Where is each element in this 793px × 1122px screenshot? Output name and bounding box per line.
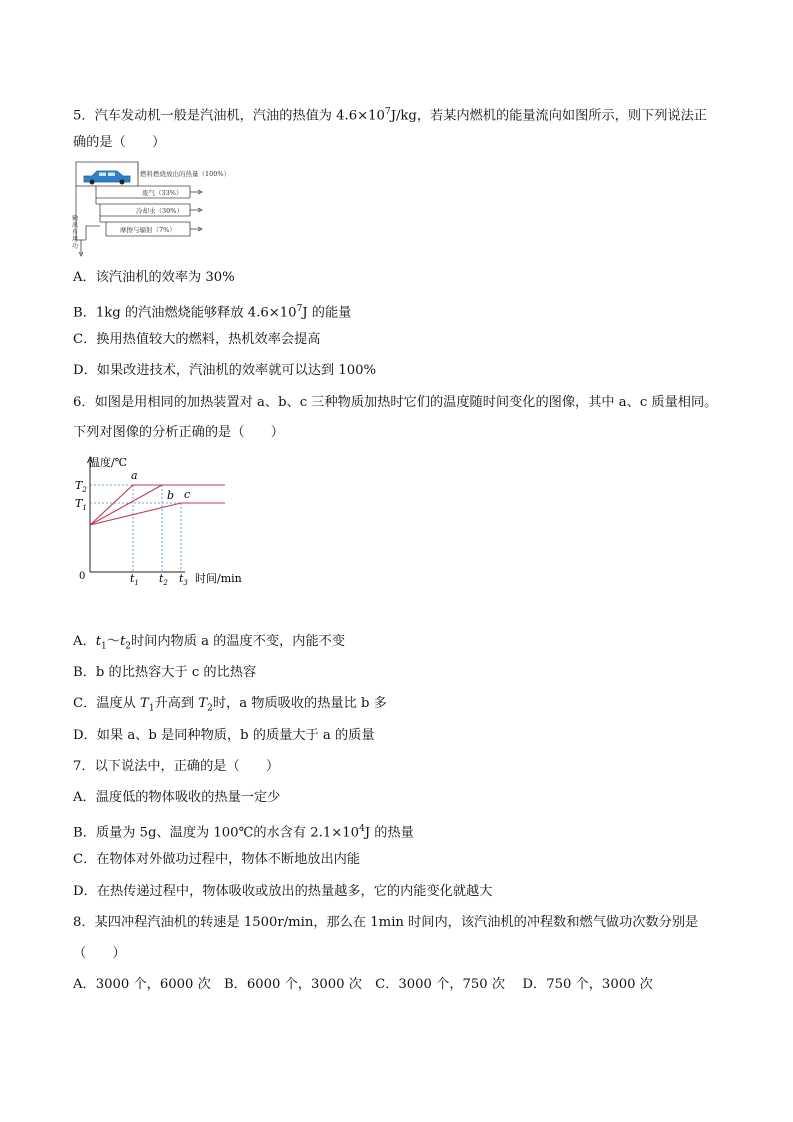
q5-stem-line2: 确的是（ ） [73, 135, 166, 150]
q5-stem-line1: 5．汽车发动机一般是汽油机，汽油的热值为 $4.6\times 10^7J/kg$，若某内燃机的能量流向如图所示，则下列说法正 [73, 107, 707, 124]
q7-option-d: D．在热传递过程中，物体吸收或放出的热量越多，它的内能变化就越大 [73, 884, 493, 899]
graph-curves [90, 485, 225, 525]
svg-text:有: 有 [72, 229, 79, 236]
q6-option-d: D．如果 a、b 是同种物质，b 的质量大于 a 的质量 [73, 728, 375, 743]
tick-t3: $t_3$ [179, 572, 188, 587]
q5-friction-label: 摩擦与辐射（7%） [120, 226, 176, 234]
tick-T2: $T_2$ [75, 479, 87, 494]
label-b: b [167, 489, 175, 502]
q5-useful-work-label [72, 214, 78, 250]
q6-stem-line2: 下列对图像的分析正确的是（ ） [73, 425, 284, 440]
q5-option-d: D．如果改进技术，汽油机的效率就可以达到 100% [73, 363, 377, 378]
q6-temperature-time-graph [75, 452, 250, 588]
q6-option-b: B．b 的比热容大于 c 的比热容 [73, 665, 257, 680]
svg-text:出: 出 [72, 222, 79, 229]
graph-xlabel: 时间/min [195, 572, 242, 585]
tick-T1: $T_1$ [75, 497, 87, 512]
tick-t1: $t_1$ [130, 572, 139, 587]
q6-option-a: A．$t_1\sim t_2$时间内物质 a 的温度不变，内能不变 [73, 634, 346, 652]
q5-energy-flow-figure [72, 160, 252, 260]
graph-ylabel: 温度/℃ [89, 456, 128, 469]
svg-text:功: 功 [72, 243, 79, 250]
q7-option-c: C．在物体对外做功过程中，物体不断地放出内能 [73, 852, 361, 867]
q8-stem-line2: （ ） [73, 946, 126, 961]
car-icon [84, 171, 130, 185]
label-a: a [131, 469, 138, 482]
q5-option-a: A．该汽油机的效率为 30% [73, 270, 235, 285]
q8-stem-line1: 8．某四冲程汽油机的转速是 1500r/min，那么在 1min 时间内，该汽油机的冲程数和燃气做功次数分别是 [73, 915, 699, 930]
q8-options: A．3000 个，6000 次 B．6000 个，3000 次 C．3000 个，750 次 D．750 个，3000 次 [73, 977, 653, 992]
q6-option-c: C．温度从 $T_1$升高到 $T_2$时，a 物质吸收的热量比 b 多 [73, 696, 387, 714]
q5-option-c: C．换用热值较大的燃料，热机效率会提高 [73, 332, 321, 347]
tick-t2: $t_2$ [159, 572, 168, 587]
curve-a [90, 485, 225, 525]
q7-stem: 7．以下说法中，正确的是（ ） [73, 759, 280, 774]
q5-total-heat-label: 燃料燃烧放出的热量（100%） [140, 170, 231, 178]
graph-origin: 0 [79, 571, 86, 582]
svg-text:用: 用 [72, 236, 79, 243]
q5-exhaust-label: 废气（33%） [142, 189, 183, 197]
q7-option-a: A．温度低的物体吸收的热量一定少 [73, 790, 281, 805]
q5-coolant-label: 冷却水（30%） [136, 207, 183, 215]
svg-text:输: 输 [72, 215, 79, 222]
q7-option-b: B．质量为 5g、温度为 100℃的水含有 $2.1\times 10^4J$ 的热量 [73, 824, 414, 841]
q6-stem-line1: 6．如图是用相同的加热装置对 a、b、c 三种物质加热时它们的温度随时间变化的图像，其中 a、c 质量相同。 [73, 395, 718, 410]
label-c: c [184, 488, 191, 501]
q5-option-b: B．1kg 的汽油燃烧能够释放 $4.6\times 10^7J$ 的能量 [73, 304, 352, 321]
